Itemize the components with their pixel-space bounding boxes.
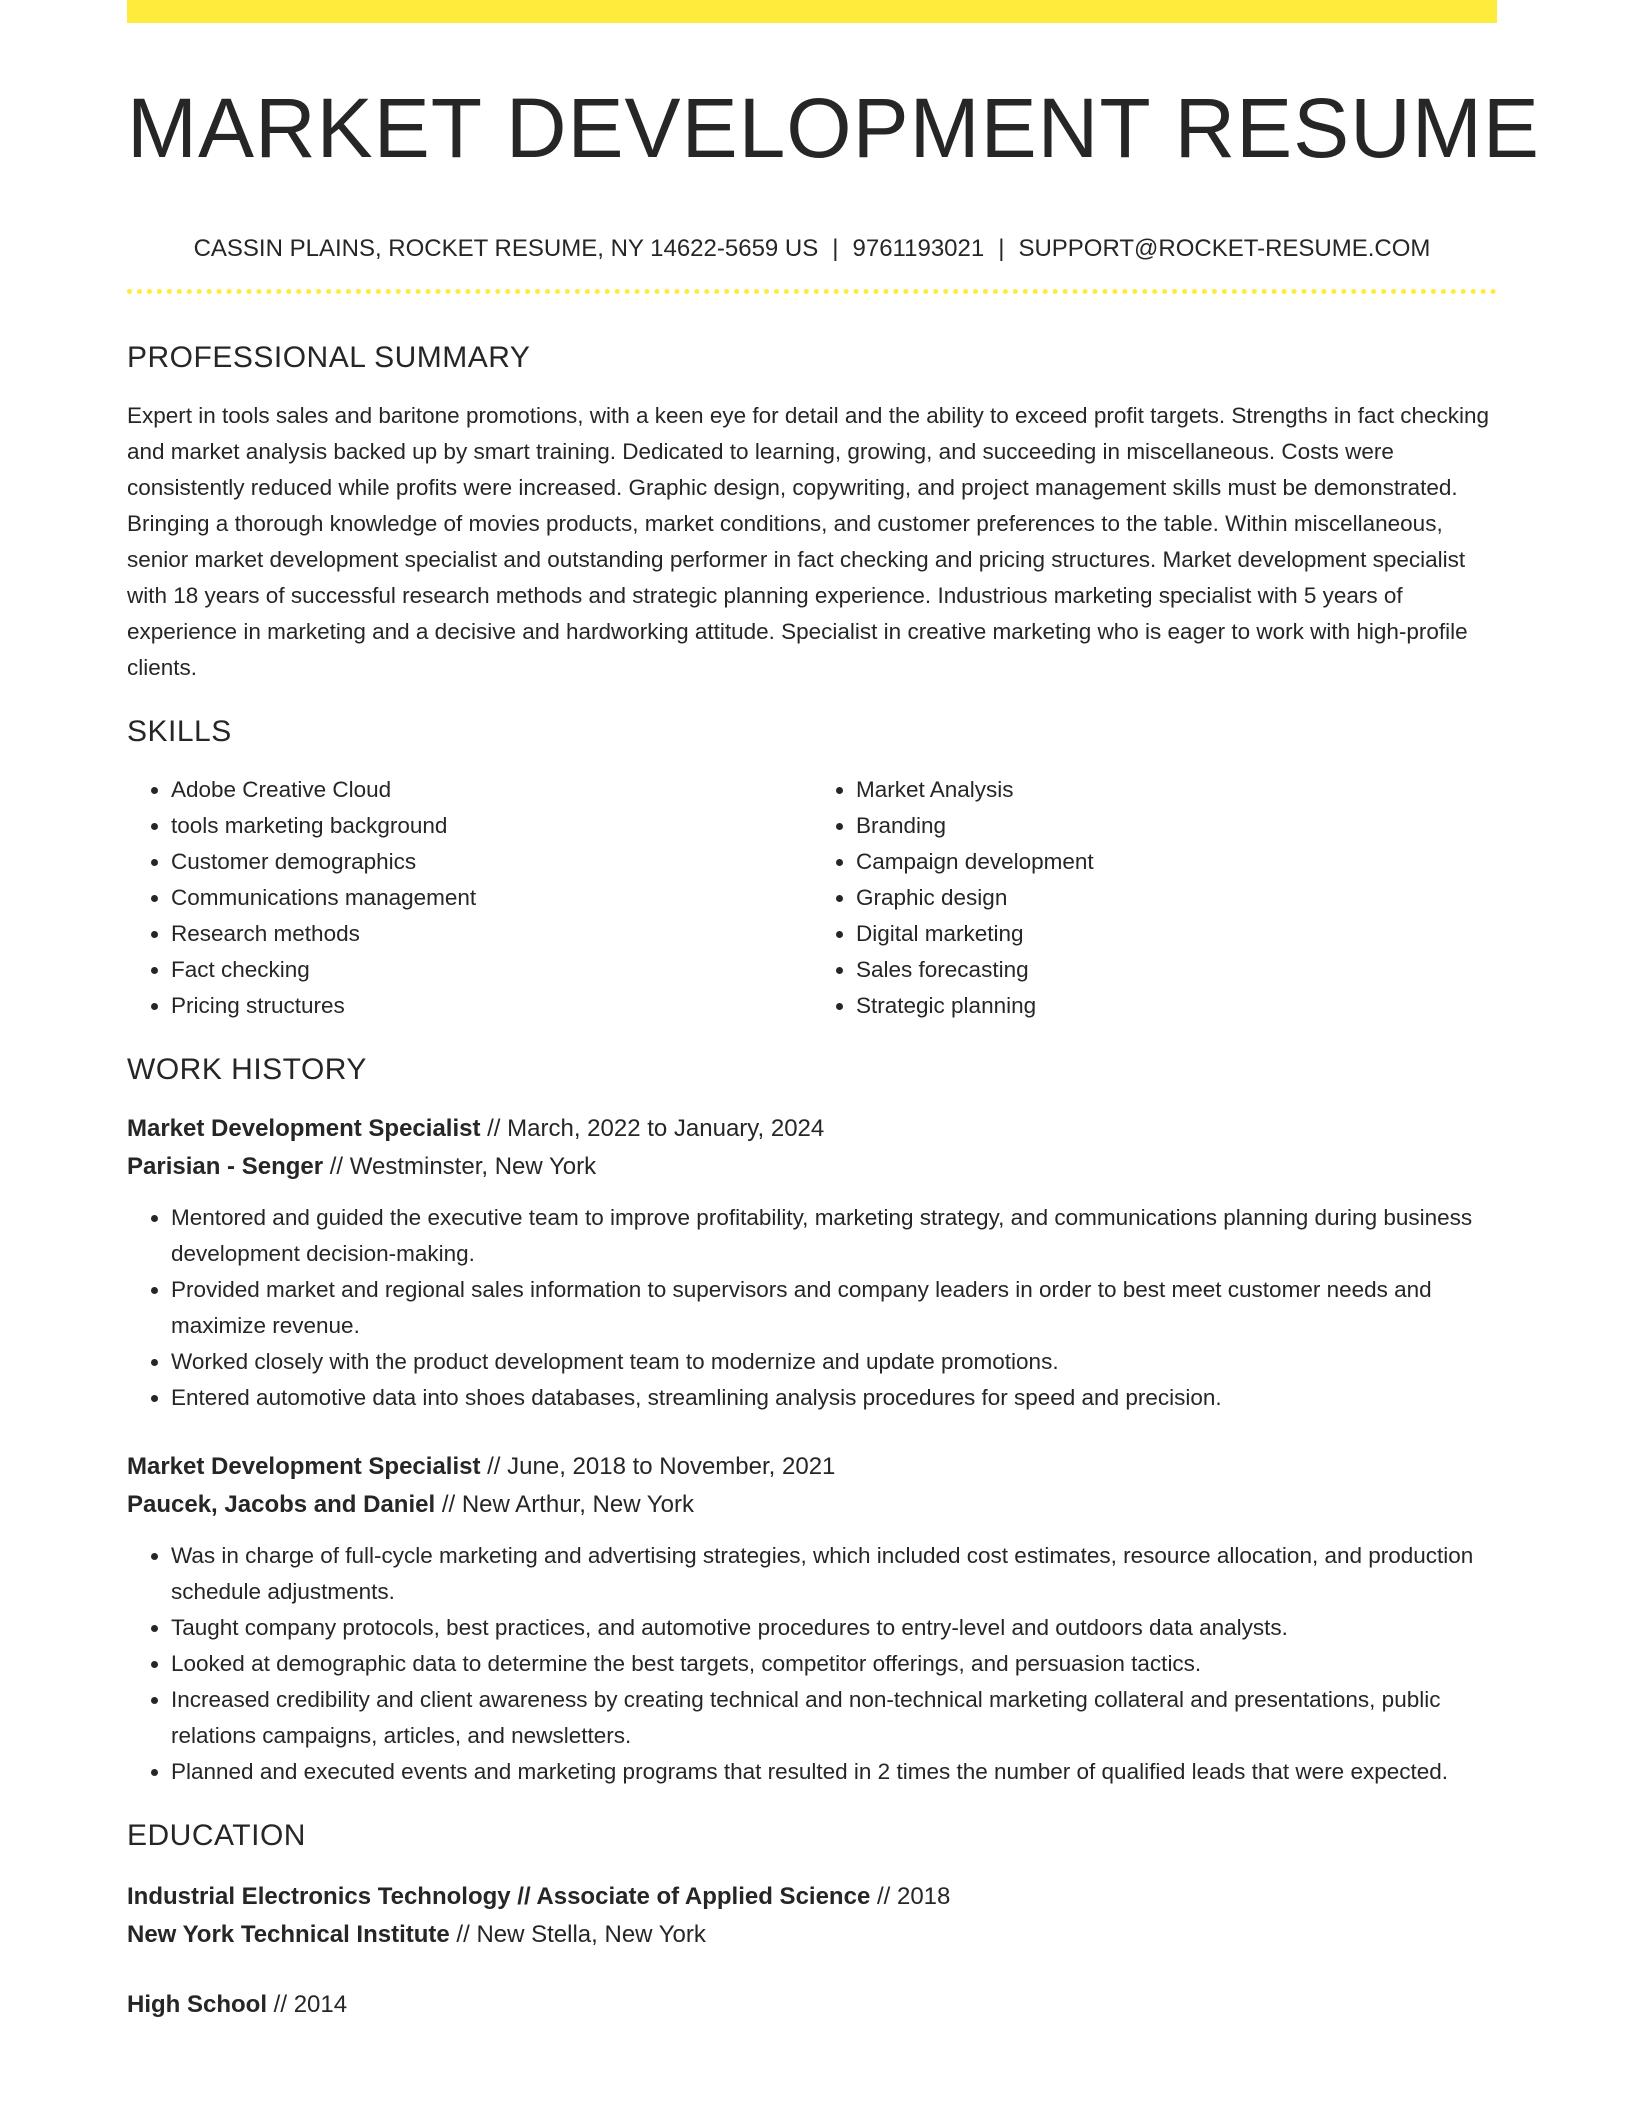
job-location: New Arthur, New York	[461, 1491, 694, 1518]
job-company: Parisian - Senger	[127, 1153, 324, 1180]
skill-item: • Digital marketing	[856, 916, 1497, 952]
job-separator: //	[329, 1153, 344, 1180]
job-entry	[127, 1448, 1497, 1790]
job-bullet: • Provided market and regional sales information to supervisors and company leaders in order to best meet customer needs and maximize revenue.	[171, 1272, 1497, 1344]
job-title-line	[127, 1448, 1497, 1486]
skill-item: • Research methods	[171, 916, 812, 952]
contact-address: CASSIN PLAINS, ROCKET RESUME, NY 14622-5659 US	[193, 235, 819, 262]
education-separator: //	[876, 1883, 891, 1910]
job-company-line	[127, 1486, 1497, 1524]
education-year: 2018	[896, 1883, 951, 1910]
education-year: 2014	[293, 1991, 348, 2018]
job-bullet: • Taught company protocols, best practices, and automotive procedures to entry-level and outdoors data analysts.	[171, 1610, 1497, 1646]
job-entry	[127, 1110, 1497, 1416]
resume-title: MARKET DEVELOPMENT RESUME	[127, 81, 1540, 175]
education-separator: //	[456, 1921, 470, 1948]
job-title: Market Development Specialist	[127, 1115, 481, 1142]
job-title: Market Development Specialist	[127, 1453, 481, 1480]
skill-item: • Fact checking	[171, 952, 812, 988]
skill-item: • Sales forecasting	[856, 952, 1497, 988]
skill-item: • Adobe Creative Cloud	[171, 772, 812, 808]
job-separator: //	[487, 1115, 501, 1142]
skill-item: • Graphic design	[856, 880, 1497, 916]
contact-separator: |	[832, 235, 839, 262]
work-history-heading: WORK HISTORY	[127, 1053, 367, 1086]
job-bullet: • Planned and executed events and marketing programs that resulted in 2 times the number of qualified leads that were expected.	[171, 1754, 1497, 1790]
job-bullet: • Entered automotive data into shoes databases, streamlining analysis procedures for speed and precision.	[171, 1380, 1497, 1416]
job-title-line	[127, 1110, 1497, 1148]
job-bullet: • Increased credibility and client awareness by creating technical and non-technical marketing collateral and presentations, public relations campaigns, articles, and newsletters.	[171, 1682, 1497, 1754]
job-bullets	[127, 1538, 1497, 1790]
job-bullets	[127, 1200, 1497, 1416]
job-separator: //	[441, 1491, 456, 1518]
job-separator: //	[487, 1453, 501, 1480]
education-location: New Stella, New York	[476, 1921, 706, 1948]
education-degree: High School	[127, 1991, 267, 2018]
skill-item: • Communications management	[171, 880, 812, 916]
education-school-line	[127, 1916, 1497, 1954]
job-bullet: • Looked at demographic data to determine the best targets, competitor offerings, and persuasion tactics.	[171, 1646, 1497, 1682]
dotted-divider	[127, 289, 1497, 294]
education-entry	[127, 1986, 1497, 2024]
skill-item: • Branding	[856, 808, 1497, 844]
education-entry	[127, 1878, 1497, 1954]
skill-item: • Pricing structures	[171, 988, 812, 1024]
education-degree: Industrial Electronics Technology // Associate of Applied Science	[127, 1883, 871, 1910]
contact-separator: |	[998, 235, 1005, 262]
job-bullet: • Mentored and guided the executive team to improve profitability, marketing strategy, and communications planning during business development decision-making.	[171, 1200, 1497, 1272]
education-school: New York Technical Institute	[127, 1921, 450, 1948]
contact-email: SUPPORT@ROCKET-RESUME.COM	[1018, 235, 1431, 262]
skill-item: • Customer demographics	[171, 844, 812, 880]
skills-columns	[127, 772, 1497, 1024]
summary-text: Expert in tools sales and baritone promotions, with a keen eye for detail and the ability to exceed profit targets. Strengths in fact checking and market analysis backed up by smart training. Dedicated to learning, growing, and succeeding in miscellaneous. Costs were consistently reduced while profits were increased. Graphic design, copywriting, and project management skills must be demonstrated. Bringing a thorough knowledge of movies products, market conditions, and customer preferences to the table. Within miscellaneous, senior market development specialist and outstanding performer in fact checking and pricing structures. Market development specialist with 18 years of successful research methods and strategic planning experience. Industrious marketing specialist with 5 years of experience in marketing and a decisive and hardworking attitude. Specialist in creative marketing who is eager to work with high-profile clients.	[127, 403, 1490, 680]
skill-item: • tools marketing background	[171, 808, 812, 844]
resume-content	[127, 0, 1540, 2024]
job-location: Westminster, New York	[349, 1153, 597, 1180]
skill-item: • Campaign development	[856, 844, 1497, 880]
job-dates: March, 2022 to January, 2024	[507, 1115, 825, 1142]
job-company: Paucek, Jacobs and Daniel	[127, 1491, 436, 1518]
job-bullet: • Worked closely with the product development team to modernize and update promotions.	[171, 1344, 1497, 1380]
skills-list-left	[127, 772, 812, 1024]
skill-item: • Market Analysis	[856, 772, 1497, 808]
education-separator: //	[273, 1991, 288, 2018]
skills-list-right	[812, 772, 1497, 1024]
contact-line	[127, 232, 1497, 266]
education-heading: EDUCATION	[127, 1819, 306, 1852]
job-company-line	[127, 1148, 1497, 1186]
contact-phone: 9761193021	[852, 235, 985, 262]
skills-heading: SKILLS	[127, 715, 232, 748]
education-degree-line	[127, 1986, 1497, 2024]
summary-heading: PROFESSIONAL SUMMARY	[127, 341, 531, 374]
education-degree-line	[127, 1878, 1497, 1916]
skill-item: • Strategic planning	[856, 988, 1497, 1024]
job-dates: June, 2018 to November, 2021	[507, 1453, 836, 1480]
job-bullet: • Was in charge of full-cycle marketing and advertising strategies, which included cost estimates, resource allocation, and production schedule adjustments.	[171, 1538, 1497, 1610]
